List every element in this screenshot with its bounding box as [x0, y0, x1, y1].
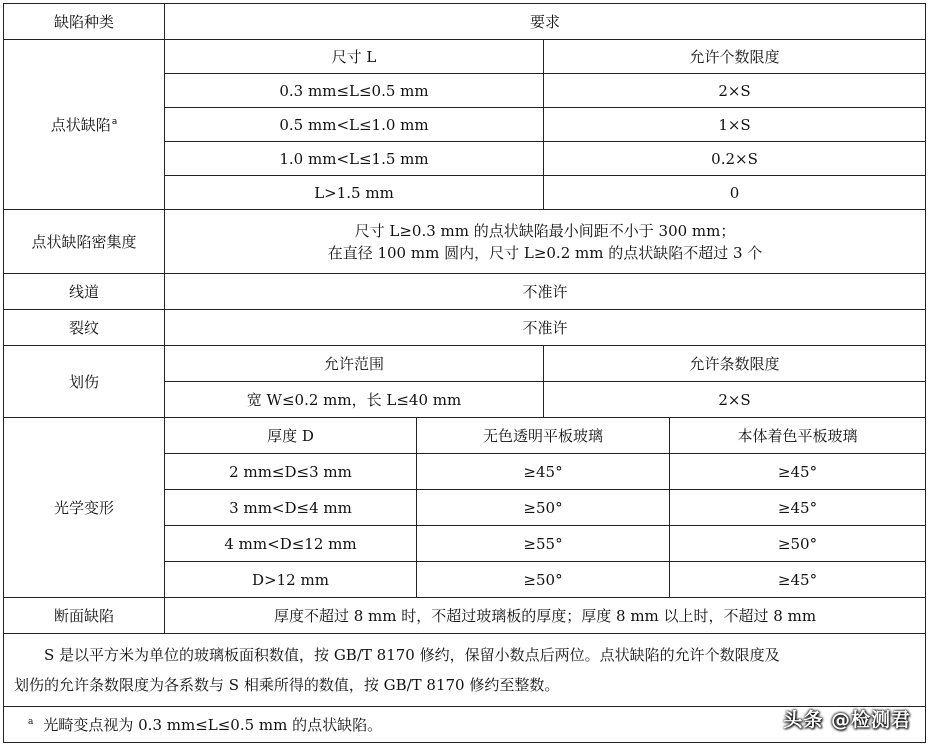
optical-clear-cell: ≥55° — [417, 526, 670, 562]
optical-tinted-column-header: 本体着色平板玻璃 — [670, 418, 926, 454]
optical-label: 光学变形 — [4, 418, 165, 598]
point-allowed-cell: 1×S — [544, 108, 926, 142]
density-row — [4, 210, 926, 274]
scratch-allowed-column-header: 允许条数限度 — [544, 346, 926, 382]
point-allowed-cell: 0.2×S — [544, 142, 926, 176]
header-row — [4, 4, 926, 40]
line-defect-label: 线道 — [4, 274, 165, 310]
scratch-range-cell: 宽 W≤0.2 mm，长 L≤40 mm — [165, 382, 544, 418]
point-size-cell: 0.3 mm≤L≤0.5 mm — [165, 74, 544, 108]
optical-clear-cell: ≥45° — [417, 454, 670, 490]
edge-defect-row — [4, 598, 926, 634]
density-line-2: 在直径 100 mm 圆内，尺寸 L≥0.2 mm 的点状缺陷不超过 3 个 — [327, 243, 763, 262]
crack-label: 裂纹 — [4, 310, 165, 346]
optical-clear-cell: ≥50° — [417, 490, 670, 526]
optical-clear-column-header: 无色透明平板玻璃 — [417, 418, 670, 454]
scratch-allowed-cell: 2×S — [544, 382, 926, 418]
defect-requirements-table — [3, 3, 926, 743]
scratch-label: 划伤 — [4, 346, 165, 418]
optical-header-row — [4, 418, 926, 454]
note-line-2: 划伤的允许条数限度为各系数与 S 相乘所得的数值，按 GB/T 8170 修约至整数。 — [14, 676, 560, 694]
point-allowed-cell: 0 — [544, 176, 926, 210]
optical-thickness-cell: D>12 mm — [165, 562, 417, 598]
density-line-1: 尺寸 L≥0.3 mm 的点状缺陷最小间距不小于 300 mm； — [354, 221, 736, 240]
point-size-cell: 1.0 mm<L≤1.5 mm — [165, 142, 544, 176]
header-category: 缺陷种类 — [4, 4, 165, 40]
point-defect-header-row — [4, 40, 926, 74]
optical-thickness-column-header: 厚度 D — [165, 418, 417, 454]
point-defect-label: 点状缺陷a — [4, 40, 165, 210]
density-requirement — [165, 210, 926, 274]
point-allowed-cell: 2×S — [544, 74, 926, 108]
note-line-1: S 是以平方米为单位的玻璃板面积数值，按 GB/T 8170 修约，保留小数点后两位。点状缺陷的允许个数限度及 — [44, 646, 780, 664]
footnote-text: 光畸变点视为 0.3 mm≤L≤0.5 mm 的点状缺陷。 — [43, 715, 383, 734]
line-defect-row — [4, 274, 926, 310]
edge-defect-value: 厚度不超过 8 mm 时，不超过玻璃板的厚度；厚度 8 mm 以上时，不超过 8 mm — [165, 598, 926, 634]
watermark-logo: 头条 @检测君 — [783, 709, 911, 731]
crack-row — [4, 310, 926, 346]
header-requirement: 要求 — [165, 4, 926, 40]
density-label: 点状缺陷密集度 — [4, 210, 165, 274]
line-defect-value: 不准许 — [165, 274, 926, 310]
crack-value: 不准许 — [165, 310, 926, 346]
point-size-column-header: 尺寸 L — [165, 40, 544, 74]
point-allowed-column-header: 允许个数限度 — [544, 40, 926, 74]
optical-thickness-cell: 2 mm≤D≤3 mm — [165, 454, 417, 490]
scratch-range-column-header: 允许范围 — [165, 346, 544, 382]
optical-tinted-cell: ≥45° — [670, 490, 926, 526]
optical-tinted-cell: ≥45° — [670, 562, 926, 598]
scratch-header-row — [4, 346, 926, 382]
optical-thickness-cell: 4 mm<D≤12 mm — [165, 526, 417, 562]
optical-tinted-cell: ≥50° — [670, 526, 926, 562]
optical-thickness-cell: 3 mm<D≤4 mm — [165, 490, 417, 526]
footnote-mark: a — [28, 716, 34, 727]
note-row — [4, 634, 926, 707]
optical-clear-cell: ≥50° — [417, 562, 670, 598]
note-cell — [4, 634, 926, 707]
point-size-cell: L>1.5 mm — [165, 176, 544, 210]
optical-tinted-cell: ≥45° — [670, 454, 926, 490]
edge-defect-label: 断面缺陷 — [4, 598, 165, 634]
point-size-cell: 0.5 mm<L≤1.0 mm — [165, 108, 544, 142]
